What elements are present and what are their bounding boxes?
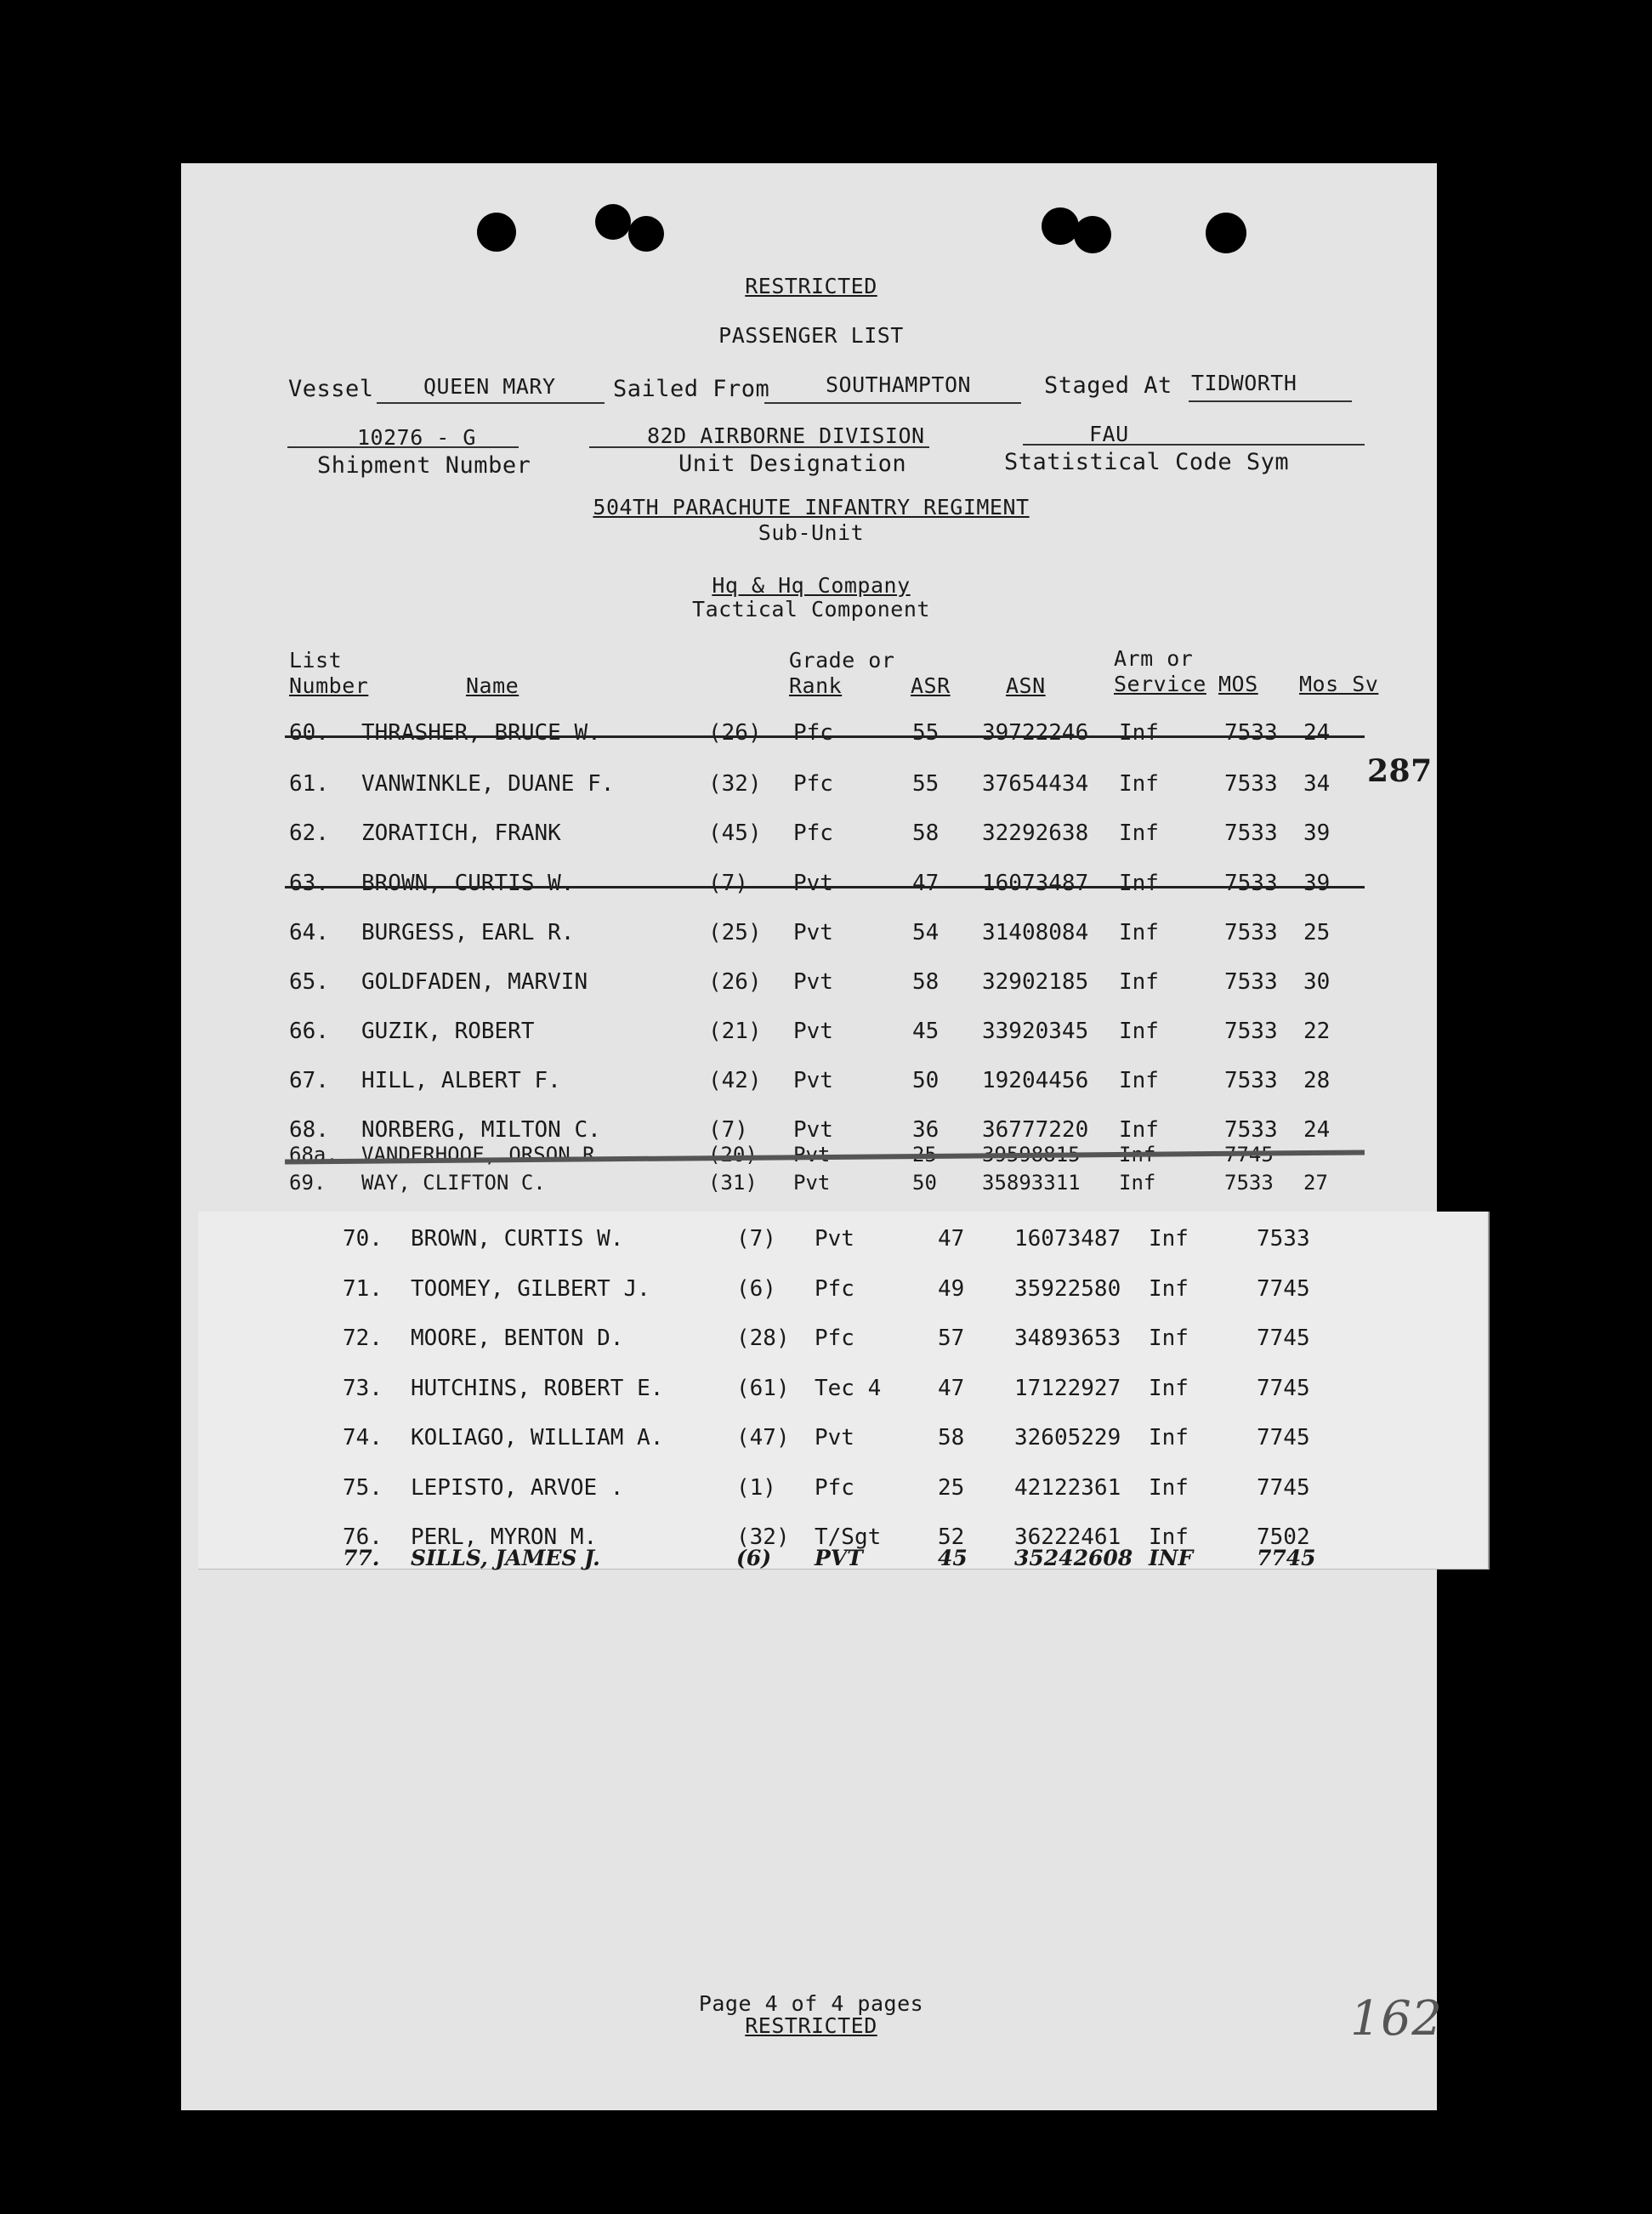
cell-name: BURGESS, EARL R. xyxy=(361,920,575,945)
cell-asr: 58 xyxy=(938,1425,965,1450)
cell-sv: 39 xyxy=(1303,871,1331,896)
cell-code: (6) xyxy=(736,1275,776,1302)
tactical-component-label: Tactical Component xyxy=(692,597,930,622)
statistical-code-label: Statistical Code Sym xyxy=(1004,449,1290,475)
cell-asr: 25 xyxy=(938,1474,965,1501)
cell-sv: 30 xyxy=(1303,969,1331,995)
cell-name: ZORATICH, FRANK xyxy=(361,820,561,846)
cell-mos: 7533 xyxy=(1257,1226,1310,1252)
cell-code: (42) xyxy=(708,1068,762,1093)
hand-cell-asn: 35242608 xyxy=(1014,1546,1133,1570)
col-grade-1: Grade or xyxy=(789,648,895,673)
statistical-code-value: FAU xyxy=(1089,422,1129,446)
punch-hole xyxy=(1206,213,1246,253)
sailed-from-value: SOUTHAMPTON xyxy=(826,372,972,397)
slip-row xyxy=(198,1276,1473,1310)
cell-code: (1) xyxy=(736,1474,776,1501)
cell-mos: 7745 xyxy=(1257,1326,1310,1351)
cell-arm: Inf xyxy=(1149,1226,1189,1252)
cell-asr: 36 xyxy=(912,1117,940,1143)
cell-arm: Inf xyxy=(1149,1375,1189,1401)
col-list-number-2: Number xyxy=(289,673,369,698)
cell-num: 68. xyxy=(289,1117,329,1143)
cell-arm: Inf xyxy=(1119,1117,1159,1143)
tactical-component-value: Hq & Hq Company xyxy=(712,573,911,598)
cell-name: PERL, MYRON M. xyxy=(411,1524,598,1550)
staged-at-underline xyxy=(1189,400,1352,402)
cell-name: HILL, ALBERT F. xyxy=(361,1068,561,1093)
table-row xyxy=(181,771,1371,805)
staged-at-value: TIDWORTH xyxy=(1191,371,1297,395)
cell-name: VANDERHOOF, ORSON R. xyxy=(361,1143,607,1167)
sailed-from-underline xyxy=(764,402,1021,404)
cell-grade: Pvt xyxy=(815,1425,854,1450)
cell-mos: 7533 xyxy=(1224,1068,1278,1093)
cell-mos: 7745 xyxy=(1257,1474,1310,1501)
cell-grade: Pvt xyxy=(793,1117,833,1143)
unit-designation-label: Unit Designation xyxy=(678,451,907,477)
hand-cell-asr: 45 xyxy=(938,1546,968,1570)
table-row xyxy=(181,969,1371,1003)
table-row xyxy=(181,920,1371,954)
cell-num: 68a. xyxy=(289,1143,338,1167)
restricted-footer: RESTRICTED xyxy=(745,2013,877,2038)
cell-asn: 32292638 xyxy=(982,820,1089,846)
cell-asr: 52 xyxy=(938,1524,965,1550)
cell-arm: Inf xyxy=(1119,771,1159,797)
cell-code: (61) xyxy=(736,1375,790,1401)
cell-code: (26) xyxy=(708,720,762,746)
cell-asn: 37654434 xyxy=(982,771,1089,797)
cell-asr: 57 xyxy=(938,1326,965,1351)
cell-asn: 34893653 xyxy=(1014,1326,1121,1351)
cell-asn: 39598815 xyxy=(982,1143,1081,1167)
cell-grade: Pfc xyxy=(815,1474,854,1501)
punch-hole xyxy=(595,204,631,240)
page-number: Page 4 of 4 pages xyxy=(698,1991,924,2016)
cell-arm: Inf xyxy=(1119,1019,1159,1044)
slip-row xyxy=(198,1425,1473,1459)
cell-arm: Inf xyxy=(1119,871,1159,896)
cell-code: (45) xyxy=(708,820,762,846)
cell-name: LEPISTO, ARVOE . xyxy=(411,1474,624,1501)
cell-num: 71. xyxy=(343,1275,383,1302)
cell-asn: 19204456 xyxy=(982,1068,1089,1093)
shipment-number-label: Shipment Number xyxy=(317,452,531,479)
cell-mos: 7745 xyxy=(1224,1143,1274,1167)
cell-code: (28) xyxy=(736,1326,790,1351)
hand-cell-code: (6) xyxy=(736,1546,772,1570)
slip-row xyxy=(198,1475,1473,1509)
strikethrough-line xyxy=(285,735,1365,738)
cell-arm: Inf xyxy=(1149,1326,1189,1351)
cell-arm: Inf xyxy=(1149,1474,1189,1501)
cell-name: TOOMEY, GILBERT J. xyxy=(411,1275,650,1302)
cell-grade: Pvt xyxy=(793,1171,831,1195)
cell-asn: 31408084 xyxy=(982,920,1089,945)
cell-mos: 7533 xyxy=(1224,871,1278,896)
hand-cell-grade: PVT xyxy=(815,1546,863,1570)
cell-arm: Inf xyxy=(1119,720,1159,746)
pasted-slip xyxy=(198,1212,1490,1570)
col-grade-2: Rank xyxy=(789,673,843,698)
cell-name: WAY, CLIFTON C. xyxy=(361,1171,546,1195)
cell-sv: 39 xyxy=(1303,820,1331,846)
cell-sv: 27 xyxy=(1303,1171,1328,1195)
cell-num: 74. xyxy=(343,1425,383,1450)
cell-asr: 58 xyxy=(912,820,940,846)
cell-asr: 45 xyxy=(912,1019,940,1044)
cell-asn: 17122927 xyxy=(1014,1375,1121,1401)
cell-grade: Pvt xyxy=(793,1143,831,1167)
cell-mos: 7745 xyxy=(1257,1275,1310,1302)
cell-name: GOLDFADEN, MARVIN xyxy=(361,969,588,995)
slip-row xyxy=(198,1226,1473,1260)
cell-asn: 39722246 xyxy=(982,720,1089,746)
cell-name: BROWN, CURTIS W. xyxy=(411,1226,624,1252)
cell-sv: 34 xyxy=(1303,771,1331,797)
vessel-label: Vessel xyxy=(288,376,374,402)
cell-name: VANWINKLE, DUANE F. xyxy=(361,771,615,797)
cell-sv: 24 xyxy=(1303,720,1331,746)
passenger-list-title: PASSENGER LIST xyxy=(718,323,904,348)
table-row-struck xyxy=(181,871,1371,905)
cell-asr: 55 xyxy=(912,720,940,746)
cell-asn: 32605229 xyxy=(1014,1425,1121,1450)
cell-num: 66. xyxy=(289,1019,329,1044)
cell-asr: 55 xyxy=(912,771,940,797)
cell-num: 75. xyxy=(343,1474,383,1501)
cell-name: KOLIAGO, WILLIAM A. xyxy=(411,1425,664,1450)
cell-code: (7) xyxy=(708,1117,748,1143)
cell-name: NORBERG, MILTON C. xyxy=(361,1117,601,1143)
cell-name: BROWN, CURTIS W. xyxy=(361,871,575,896)
cell-asn: 36777220 xyxy=(982,1117,1089,1143)
cell-arm: Inf xyxy=(1149,1524,1189,1550)
cell-name: HUTCHINS, ROBERT E. xyxy=(411,1375,664,1401)
table-row xyxy=(181,1019,1371,1053)
cell-asr: 47 xyxy=(912,871,940,896)
sailed-from-label: Sailed From xyxy=(613,376,770,402)
slip-row xyxy=(198,1326,1473,1360)
cell-num: 69. xyxy=(289,1171,326,1195)
cell-num: 62. xyxy=(289,820,329,846)
cell-asr: 25 xyxy=(912,1143,937,1167)
cell-sv: 24 xyxy=(1303,1117,1331,1143)
sub-unit-value: 504TH PARACHUTE INFANTRY REGIMENT xyxy=(593,495,1030,519)
cell-code: (32) xyxy=(736,1524,790,1550)
cell-code: (47) xyxy=(736,1425,790,1450)
cell-num: 63. xyxy=(289,871,329,896)
cell-code: (20) xyxy=(708,1143,758,1167)
cell-grade: Pvt xyxy=(793,969,833,995)
cell-name: THRASHER, BRUCE W. xyxy=(361,720,601,746)
pencil-note: 162 xyxy=(1350,1991,1443,2047)
cell-code: (31) xyxy=(708,1171,758,1195)
cell-name: GUZIK, ROBERT xyxy=(361,1019,535,1044)
punch-hole xyxy=(1074,216,1111,253)
cell-num: 72. xyxy=(343,1326,383,1351)
hand-cell-arm: INF xyxy=(1149,1546,1194,1570)
hand-cell-mos: 7745 xyxy=(1257,1546,1316,1570)
col-arm-1: Arm or xyxy=(1114,646,1194,671)
cell-asn: 36222461 xyxy=(1014,1524,1121,1550)
slip-row xyxy=(198,1376,1473,1410)
hand-cell-name: SILLS, JAMES J. xyxy=(411,1546,600,1570)
document-page xyxy=(181,163,1443,2110)
cell-asr: 54 xyxy=(912,920,940,945)
stamp-number: 287 xyxy=(1367,753,1433,789)
cell-mos: 7745 xyxy=(1257,1375,1310,1401)
cell-asn: 35922580 xyxy=(1014,1275,1121,1302)
cell-grade: Pfc xyxy=(793,820,833,846)
handwritten-row xyxy=(198,1546,1473,1580)
cell-grade: Pvt xyxy=(793,1068,833,1093)
cell-mos: 7533 xyxy=(1224,1117,1278,1143)
cell-name: MOORE, BENTON D. xyxy=(411,1326,624,1351)
col-asn: ASN xyxy=(1006,673,1046,698)
table-row-struck xyxy=(181,720,1371,754)
cell-arm: Inf xyxy=(1119,920,1159,945)
cell-num: 60. xyxy=(289,720,329,746)
col-asr: ASR xyxy=(911,673,951,698)
cell-num: 67. xyxy=(289,1068,329,1093)
cell-sv: 28 xyxy=(1303,1068,1331,1093)
cell-mos: 7533 xyxy=(1224,1171,1274,1195)
code-underline xyxy=(1023,444,1365,446)
cell-mos: 7533 xyxy=(1224,969,1278,995)
cell-mos: 7745 xyxy=(1257,1425,1310,1450)
sub-unit-label: Sub-Unit xyxy=(758,520,865,545)
cell-asr: 47 xyxy=(938,1375,965,1401)
cell-mos: 7533 xyxy=(1224,720,1278,746)
cell-grade: Tec 4 xyxy=(815,1375,882,1401)
cell-grade: Pfc xyxy=(793,720,833,746)
strikethrough-line xyxy=(285,886,1365,888)
cell-num: 70. xyxy=(343,1226,383,1252)
col-name: Name xyxy=(466,673,519,698)
punch-hole xyxy=(628,216,664,252)
hand-cell-num: 77. xyxy=(343,1546,380,1570)
cell-code: (7) xyxy=(736,1226,776,1252)
cell-mos: 7533 xyxy=(1224,1019,1278,1044)
cell-arm: Inf xyxy=(1119,969,1159,995)
cell-grade: T/Sgt xyxy=(815,1524,882,1550)
col-mos: MOS xyxy=(1218,672,1258,696)
unit-designation-value: 82D AIRBORNE DIVISION xyxy=(647,423,925,448)
cell-asn: 35893311 xyxy=(982,1171,1081,1195)
cell-grade: Pfc xyxy=(815,1326,854,1351)
cell-num: 61. xyxy=(289,771,329,797)
cell-asr: 49 xyxy=(938,1275,965,1302)
cell-code: (25) xyxy=(708,920,762,945)
cell-asr: 47 xyxy=(938,1226,965,1252)
cell-num: 76. xyxy=(343,1524,383,1550)
cell-grade: Pfc xyxy=(815,1275,854,1302)
cell-arm: Inf xyxy=(1119,820,1159,846)
staged-at-label: Staged At xyxy=(1044,372,1172,399)
punch-hole xyxy=(1042,207,1079,245)
punch-hole xyxy=(477,213,516,252)
cell-sv: 22 xyxy=(1303,1019,1331,1044)
cell-grade: Pvt xyxy=(793,920,833,945)
cell-asn: 33920345 xyxy=(982,1019,1089,1044)
cell-mos: 7533 xyxy=(1224,771,1278,797)
cell-num: 65. xyxy=(289,969,329,995)
cell-asr: 50 xyxy=(912,1068,940,1093)
cell-arm: Inf xyxy=(1149,1275,1189,1302)
cell-arm: Inf xyxy=(1119,1171,1156,1195)
cell-grade: Pvt xyxy=(815,1226,854,1252)
vessel-value: QUEEN MARY xyxy=(423,374,556,399)
restricted-heading: RESTRICTED xyxy=(745,274,877,298)
cell-num: 64. xyxy=(289,920,329,945)
cell-code: (21) xyxy=(708,1019,762,1044)
cell-mos: 7502 xyxy=(1257,1524,1310,1550)
cell-sv: 25 xyxy=(1303,920,1331,945)
cell-code: (26) xyxy=(708,969,762,995)
cell-asn: 42122361 xyxy=(1014,1474,1121,1501)
vessel-underline xyxy=(377,402,605,404)
col-mos-sv: Mos Sv xyxy=(1299,672,1379,696)
cell-asr: 58 xyxy=(912,969,940,995)
cell-grade: Pfc xyxy=(793,771,833,797)
shipment-number-value: 10276 - G xyxy=(357,425,476,450)
cell-mos: 7533 xyxy=(1224,820,1278,846)
cell-asr: 50 xyxy=(912,1171,937,1195)
cell-asn: 16073487 xyxy=(982,871,1089,896)
cell-arm: Inf xyxy=(1119,1143,1156,1167)
cell-asn: 32902185 xyxy=(982,969,1089,995)
cell-mos: 7533 xyxy=(1224,920,1278,945)
table-row xyxy=(181,820,1371,854)
cell-num: 73. xyxy=(343,1375,383,1401)
cell-arm: Inf xyxy=(1119,1068,1159,1093)
cell-grade: Pvt xyxy=(793,1019,833,1044)
cell-grade: Pvt xyxy=(793,871,833,896)
table-row xyxy=(181,1068,1371,1102)
col-list-number-1: List xyxy=(289,648,343,673)
cell-arm: Inf xyxy=(1149,1425,1189,1450)
cell-asn: 16073487 xyxy=(1014,1226,1121,1252)
table-row xyxy=(181,1171,1371,1205)
cell-code: (32) xyxy=(708,771,762,797)
cell-code: (7) xyxy=(708,871,748,896)
col-arm-2: Service xyxy=(1114,672,1206,696)
